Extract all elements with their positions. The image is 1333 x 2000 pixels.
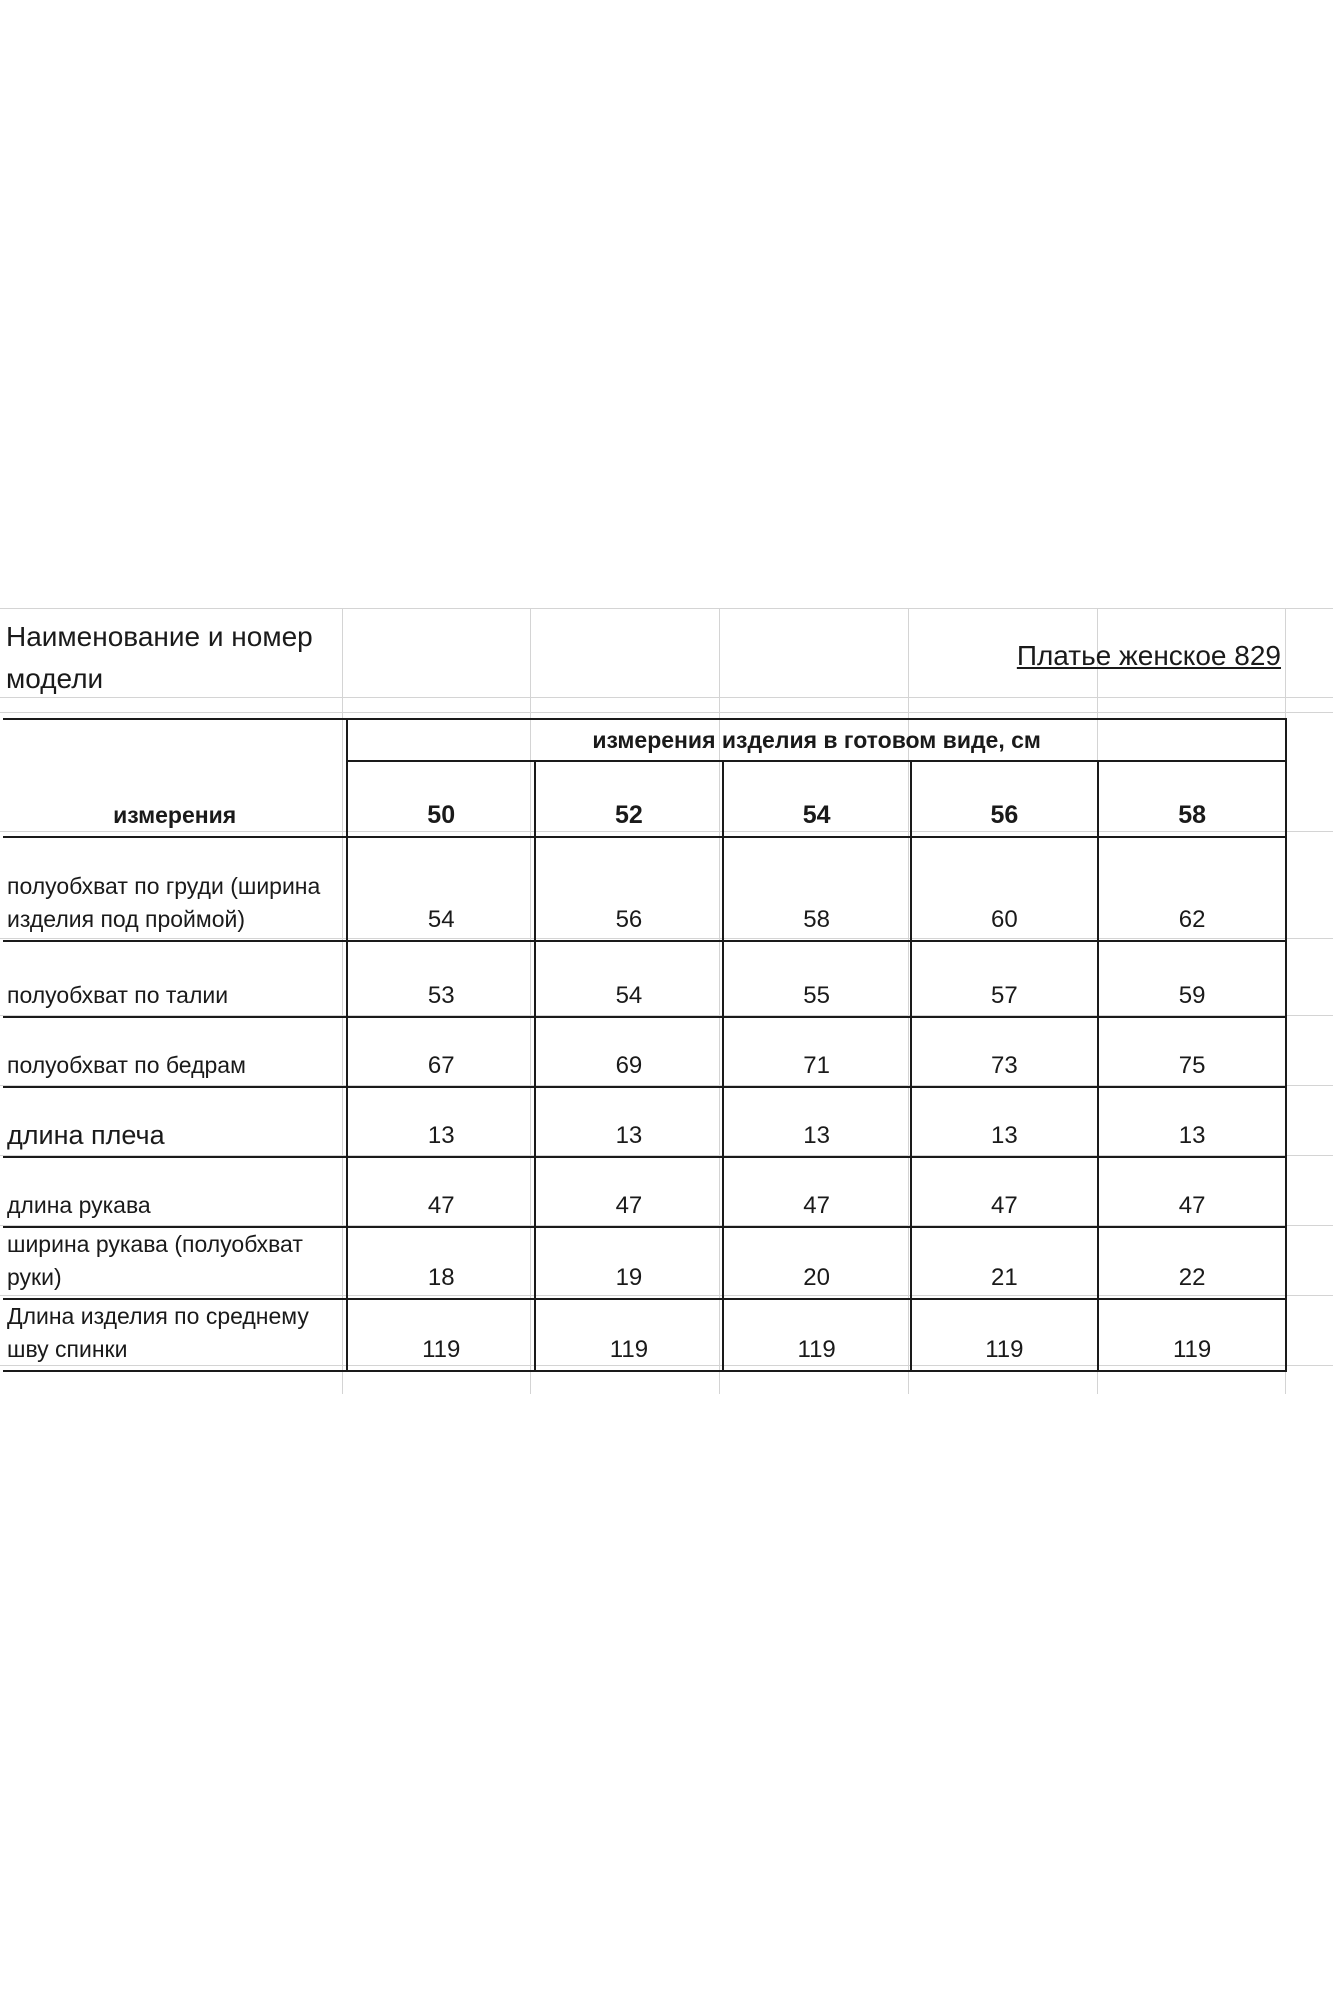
row-label: полуобхват по груди (ширина изделия под проймой) [3, 837, 347, 941]
cell-value: 18 [347, 1227, 535, 1299]
row-label: длина плеча [3, 1087, 347, 1157]
table-row [3, 1299, 1286, 1371]
table-row [3, 1017, 1286, 1087]
size-header: 56 [911, 761, 1099, 837]
cell-value: 69 [535, 1017, 723, 1087]
size-table [3, 718, 1287, 1372]
cell-value: 60 [911, 837, 1099, 941]
table-row [3, 837, 1286, 941]
cell-value: 47 [911, 1157, 1099, 1227]
cell-value: 13 [1098, 1087, 1286, 1157]
cell-value: 53 [347, 941, 535, 1017]
cell-value: 71 [723, 1017, 911, 1087]
cell-value: 13 [535, 1087, 723, 1157]
cell-value: 119 [723, 1299, 911, 1371]
row-label: полуобхват по бедрам [3, 1017, 347, 1087]
cell-value: 47 [1098, 1157, 1286, 1227]
table-row [3, 1227, 1286, 1299]
size-header: 58 [1098, 761, 1286, 837]
cell-value: 119 [1098, 1299, 1286, 1371]
size-header: 54 [723, 761, 911, 837]
cell-value: 21 [911, 1227, 1099, 1299]
model-label: Наименование и номер модели [6, 621, 313, 694]
row-label: длина рукава [3, 1157, 347, 1227]
cell-value: 47 [535, 1157, 723, 1227]
cell-value: 54 [347, 837, 535, 941]
cell-value: 56 [535, 837, 723, 941]
cell-value: 67 [347, 1017, 535, 1087]
group-header: измерения изделия в готовом виде, см [347, 719, 1286, 761]
cell-value: 13 [723, 1087, 911, 1157]
table-row [3, 1157, 1286, 1227]
cell-value: 13 [347, 1087, 535, 1157]
row-label: Длина изделия по среднему шву спинки [3, 1299, 347, 1371]
size-header: 52 [535, 761, 723, 837]
cell-value: 13 [911, 1087, 1099, 1157]
cell-value: 58 [723, 837, 911, 941]
table-row [3, 1087, 1286, 1157]
cell-value: 62 [1098, 837, 1286, 941]
model-name: Платье женское 829 [1016, 640, 1281, 671]
cell-value: 47 [347, 1157, 535, 1227]
cell-value: 75 [1098, 1017, 1286, 1087]
cell-value: 119 [535, 1299, 723, 1371]
cell-value: 119 [347, 1299, 535, 1371]
cell-value: 20 [723, 1227, 911, 1299]
table-row [3, 941, 1286, 1017]
cell-value: 22 [1098, 1227, 1286, 1299]
table-header-row [3, 719, 1286, 761]
row-label: ширина рукава (полуобхват руки) [3, 1227, 347, 1299]
size-header: 50 [347, 761, 535, 837]
cell-value: 73 [911, 1017, 1099, 1087]
cell-value: 19 [535, 1227, 723, 1299]
cell-value: 47 [723, 1157, 911, 1227]
cell-value: 55 [723, 941, 911, 1017]
cell-value: 119 [911, 1299, 1099, 1371]
cell-value: 57 [911, 941, 1099, 1017]
cell-value: 54 [535, 941, 723, 1017]
row-label: полуобхват по талии [3, 941, 347, 1017]
measurement-header: измерения [3, 719, 347, 837]
cell-value: 59 [1098, 941, 1286, 1017]
